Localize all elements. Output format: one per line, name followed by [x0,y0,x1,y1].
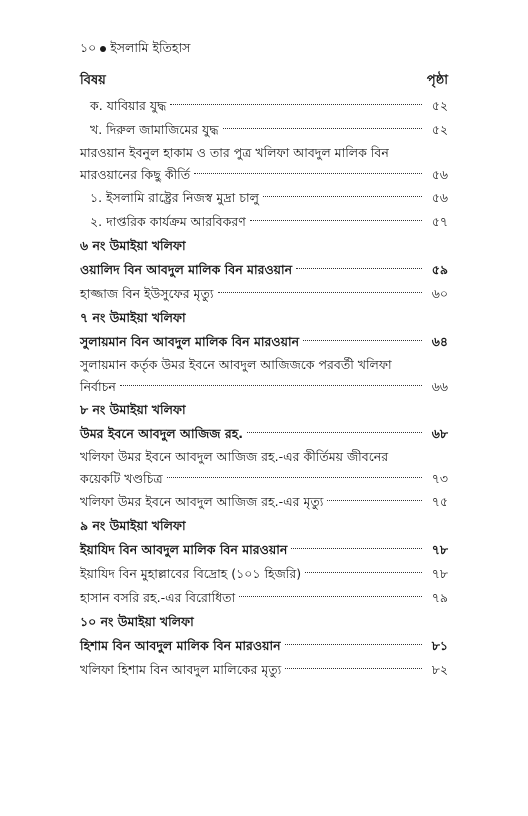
table-of-contents [80,68,448,682]
toc-entry-page: ৬৮ [431,426,448,441]
toc-entry-title: খলিফা হিশাম বিন আবদুল মালিকের মৃত্যু [80,662,282,677]
leader-dots [239,596,422,597]
leader-dots [305,572,422,573]
toc-entry [80,142,448,186]
toc-entry [80,118,448,142]
toc-entry-page: ৫২ [431,122,448,137]
toc-entry-title: ১. ইসলামি রাষ্ট্রের নিজস্ব মুদ্রা চালু [90,190,259,205]
toc-entry [80,186,448,210]
leader-dots [291,548,422,549]
toc-header [80,68,448,94]
toc-entry [80,422,448,446]
toc-entry-page: ৫৯ [431,262,448,277]
toc-entry [80,562,448,586]
toc-entry-title: ওয়ালিদ বিন আবদুল মালিক বিন মারওয়ান [80,262,293,277]
leader-dots [296,268,422,269]
leader-dots [250,220,422,221]
toc-entry-title-line1: সুলায়মান কর্তৃক উমর ইবনে আবদুল আজিজকে পরবর্তী খলিফা [80,357,392,372]
toc-entry-title-line2: নির্বাচন [80,379,116,394]
toc-entry-title-line1: মারওয়ান ইবনুল হাকাম ও তার পুত্র খলিফা আবদুল মালিক বিন [80,145,389,160]
leader-dots [223,128,423,129]
toc-entry-page: ৫২ [431,98,448,113]
toc-entry-page: ৮২ [431,662,448,677]
leader-dots [285,644,422,645]
toc-entry-page: ৫৬ [431,167,448,182]
leader-dots [170,104,422,105]
toc-entry-title: সুলায়মান বিন আবদুল মালিক বিন মারওয়ান [80,334,300,349]
toc-entry-page: ৬৬ [431,379,448,394]
toc-entry-title: ক. যাবিয়ার যুদ্ধ [90,98,167,113]
section-heading: ১০ নং উমাইয়া খলিফা [80,614,194,629]
toc-entry-page: ৭৮ [431,566,448,581]
toc-entry [80,282,448,306]
toc-entry-title: উমর ইবনে আবদুল আজিজ রহ. [80,426,244,441]
running-head [80,40,190,60]
toc-entry-title-line1: খলিফা উমর ইবনে আবদুল আজিজ রহ.-এর কীর্তিময় জীবনের [80,449,389,464]
toc-entry-title: হাজ্জাজ বিন ইউসুফের মৃত্যু [80,286,214,301]
leader-dots [218,292,422,293]
toc-entry [80,538,448,562]
toc-entry-title: খ. দিরুল জামাজিমের যুদ্ধ [90,122,219,137]
toc-entry-page: ৫৭ [431,214,448,229]
page-number: ১০ [80,40,97,55]
leader-dots [167,477,422,478]
section-heading: ৬ নং উমাইয়া খলিফা [80,238,186,253]
toc-header-subject: বিষয় [80,73,106,88]
leader-dots [263,196,422,197]
toc-entry [80,330,448,354]
leader-dots [285,668,422,669]
leader-dots [247,432,422,433]
toc-entry [80,258,448,282]
toc-entry-title-line2: মারওয়ানের কিছু কীর্তি [80,167,191,182]
section-heading: ৭ নং উমাইয়া খলিফা [80,310,186,325]
toc-entry-page: ৭৫ [431,494,448,509]
section-heading: ৮ নং উমাইয়া খলিফা [80,402,186,417]
toc-entry-title-line2: কয়েকটি খণ্ডচিত্র [80,471,163,486]
toc-entry-page: ৮১ [431,638,448,653]
toc-entry-title: হিশাম বিন আবদুল মালিক বিন মারওয়ান [80,638,281,653]
toc-entry-title: হাসান বসরি রহ.-এর বিরোধিতা [80,590,236,605]
toc-entry [80,634,448,658]
book-title: ইসলামি ইতিহাস [110,40,191,55]
toc-entry-page: ৭৮ [431,542,448,557]
toc-entry-page: ৬০ [431,286,448,301]
section-heading: ৯ নং উমাইয়া খলিফা [80,518,186,533]
toc-entry [80,490,448,514]
toc-entry-title: খলিফা উমর ইবনে আবদুল আজিজ রহ.-এর মৃত্যু [80,494,324,509]
toc-entry [80,354,448,398]
toc-entry-page: ৫৬ [431,190,448,205]
bullet-icon [100,46,106,52]
toc-entry [80,446,448,490]
leader-dots [194,173,422,174]
leader-dots [327,500,422,501]
toc-entry-title: ইয়াযিদ বিন আবদুল মালিক বিন মারওয়ান [80,542,288,557]
toc-entry-title: ২. দাপ্তরিক কার্যক্রম আরবিকরণ [90,214,246,229]
toc-entry-page: ৭৩ [431,471,448,486]
toc-entry [80,586,448,610]
toc-entry-title: ইয়াযিদ বিন মুহাল্লাবের বিদ্রোহ (১০১ হিজরি) [80,566,302,581]
leader-dots [303,340,422,341]
toc-entry [80,94,448,118]
toc-entry [80,658,448,682]
toc-entry-page: ৭৯ [431,590,448,605]
toc-header-page: পৃষ্ঠা [426,73,448,88]
toc-entry-page: ৬৪ [431,334,448,349]
toc-entry [80,210,448,234]
leader-dots [120,385,422,386]
